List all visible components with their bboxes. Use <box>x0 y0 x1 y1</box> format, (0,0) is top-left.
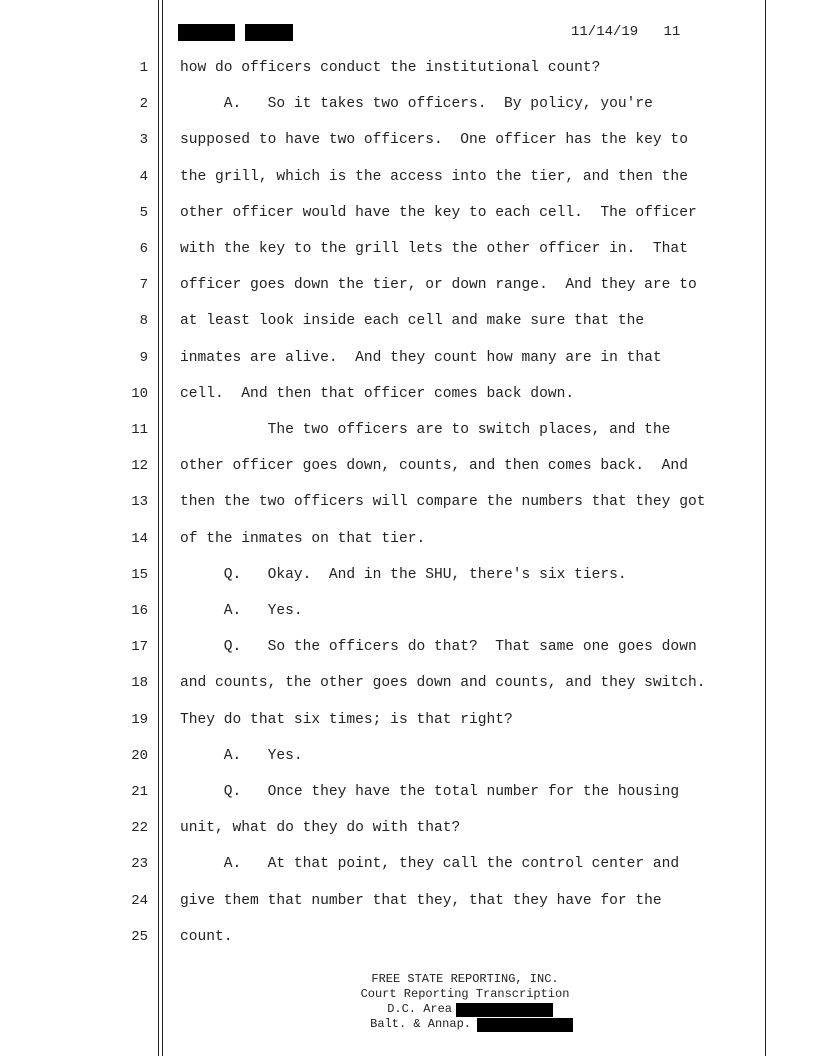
line-text: how do officers conduct the institutional count? <box>180 60 601 76</box>
line-text: count. <box>180 928 233 945</box>
footer-dc-area-label: D.C. Area <box>387 1002 452 1016</box>
line-text: at least look inside each cell and make sure that the <box>180 313 645 330</box>
footer-services: Court Reporting Transcription <box>360 987 570 1001</box>
line-number: 19 <box>131 711 148 728</box>
line-number: 22 <box>131 820 148 837</box>
page-header <box>571 24 680 40</box>
line-number: 21 <box>131 784 148 800</box>
redaction-box <box>456 1003 553 1017</box>
line-number: 15 <box>131 566 148 583</box>
footer-balt-label: Balt. & Annap. <box>370 1017 471 1031</box>
line-text: of the inmates on that tier. <box>180 530 426 547</box>
line-text: The two officers are to switch places, and the <box>180 422 671 438</box>
redaction-box <box>477 1018 573 1032</box>
line-text: give them that number that they, that they have for the <box>180 892 662 909</box>
line-text: inmates are alive. And they count how many are in that <box>180 349 662 366</box>
line-number: 18 <box>131 675 148 692</box>
line-text: the grill, which is the access into the tier, and then the <box>180 168 688 185</box>
line-number: 2 <box>139 96 148 113</box>
line-text: Q. Once they have the total number for the housing <box>180 784 680 800</box>
line-text: A. Yes. <box>180 603 303 619</box>
line-text: A. So it takes two officers. By policy, you're <box>180 96 653 113</box>
line-number: 9 <box>139 349 148 366</box>
page-number: 11 <box>663 24 681 40</box>
line-text: other officer would have the key to each cell. The officer <box>180 204 697 221</box>
line-number: 24 <box>131 892 148 909</box>
line-number: 1 <box>139 60 148 76</box>
line-number: 11 <box>131 422 148 438</box>
line-number: 8 <box>139 313 148 330</box>
line-text: A. Yes. <box>180 747 303 764</box>
line-text: supposed to have two officers. One officer has the key to <box>180 132 688 149</box>
line-number: 23 <box>131 856 148 873</box>
line-text: cell. And then that officer comes back down. <box>180 385 575 402</box>
footer-company: FREE STATE REPORTING, INC. <box>371 972 559 986</box>
line-number: 13 <box>131 494 148 511</box>
line-number: 6 <box>139 241 148 257</box>
line-number: 7 <box>139 277 148 294</box>
line-text: and counts, the other goes down and counts, and they switch. <box>180 675 706 692</box>
margin-rule-left-outer <box>158 0 159 1056</box>
footer <box>300 972 630 1032</box>
margin-rule-right <box>765 0 766 1056</box>
line-text: officer goes down the tier, or down range. And they are to <box>180 277 697 294</box>
header-date: 11/14/19 <box>571 24 639 40</box>
line-number: 17 <box>131 639 148 656</box>
line-text: Q. So the officers do that? That same one goes down <box>180 639 697 656</box>
line-number: 5 <box>139 204 148 221</box>
redaction-box <box>178 24 235 41</box>
line-number: 10 <box>131 385 148 402</box>
line-number: 4 <box>139 168 148 185</box>
redaction-box <box>245 24 293 41</box>
line-text: then the two officers will compare the numbers that they got <box>180 494 706 511</box>
line-text: A. At that point, they call the control center and <box>180 856 680 873</box>
footer-dc-area <box>300 1002 630 1017</box>
line-number: 25 <box>131 928 148 945</box>
line-number: 16 <box>131 603 148 619</box>
footer-balt <box>300 1017 630 1032</box>
line-text: unit, what do they do with that? <box>180 820 461 837</box>
line-text: with the key to the grill lets the other officer in. That <box>180 241 688 257</box>
line-number: 20 <box>131 747 148 764</box>
line-number: 12 <box>131 458 148 475</box>
margin-rule-left-inner <box>162 0 163 1056</box>
line-text: They do that six times; is that right? <box>180 711 513 728</box>
line-number: 3 <box>139 132 148 149</box>
line-text: other officer goes down, counts, and then comes back. And <box>180 458 688 475</box>
line-text: Q. Okay. And in the SHU, there's six tiers. <box>180 566 627 583</box>
line-number: 14 <box>131 530 148 547</box>
